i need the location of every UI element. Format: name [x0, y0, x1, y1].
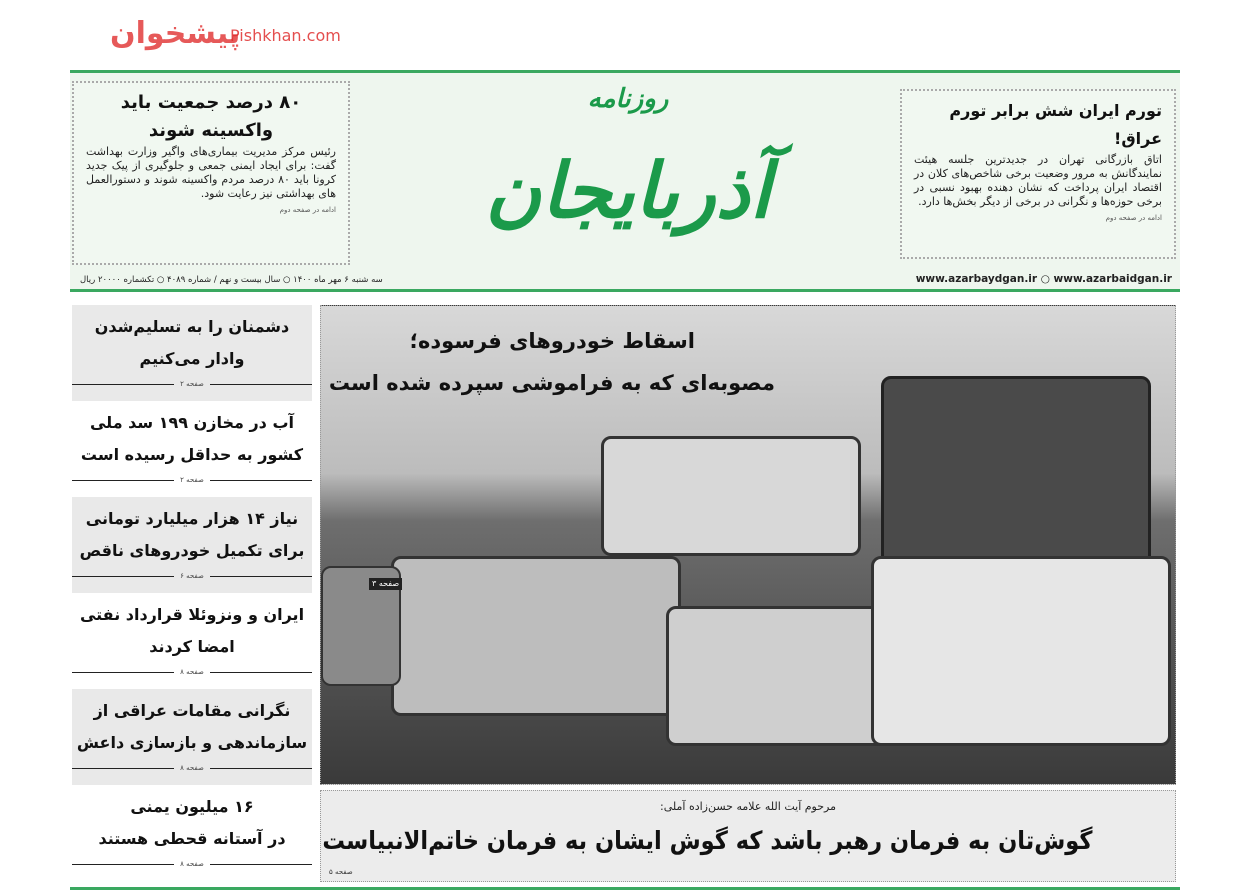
main-headline-line1: اسقاط خودروهای فرسوده؛	[409, 329, 695, 353]
watermark-fa: پیشخوان	[110, 16, 241, 51]
sidebar-item[interactable]	[72, 305, 312, 401]
headline-line: ایران و ونزوئلا قرارداد نفتی	[79, 605, 305, 624]
logo-text: آذربایجان	[485, 146, 771, 235]
box-left-body: رئیس مرکز مدیریت بیماری‌های واگیر وزارت بهداشت گفت: برای ایجاد ایمنی جمعی و جلوگیری از پیک جدید کرونا باید ۸۰ درصد مردم واکسینه شوند و دستورالعمل های بهداشتی نیز رعایت شود.	[86, 145, 336, 200]
headline-line: در آستانه قحطی هستند	[98, 829, 286, 848]
sidebar-item[interactable]	[72, 785, 312, 881]
sidebar-item[interactable]	[72, 593, 312, 689]
headline-line: آب در مخازن ۱۹۹ سد ملی	[89, 413, 295, 432]
page-ref: صفحه ۲	[174, 476, 210, 484]
bottom-headline: گوش‌تان به فرمان رهبر باشد که گوش ایشان به فرمان خاتم‌الانبیاست	[322, 826, 1093, 855]
watermark-en: Pishkhan.com	[230, 26, 341, 45]
sidebar-item[interactable]	[72, 401, 312, 497]
headline-line: سازماندهی و بازسازی داعش	[76, 733, 308, 752]
page-ref: صفحه ۶	[174, 572, 210, 580]
main-story-photo[interactable]	[320, 305, 1176, 785]
car-shape	[601, 436, 861, 556]
box-right-more: ادامه در صفحه دوم	[1105, 214, 1162, 222]
bottom-kicker: مرحوم آیت الله علامه حسن‌زاده آملی:	[660, 800, 836, 813]
headline-line: کشور به حداقل رسیده است	[80, 445, 304, 464]
box-right-body: اتاق بازرگانی تهران در جدیدترین جلسه هیئت نمایندگانش به مرور وضعیت برخی شاخص‌های کلان در اقتصاد ایران پرداخت که نشان دهنده بهبود نسبی در برخی حوزه‌ها و نگرانی در برخی از دیگر بخش‌ها دارد.	[914, 153, 1162, 208]
car-shape	[871, 556, 1171, 746]
car-shape	[391, 556, 681, 716]
box-right-title: تورم ایران شش برابر تورم عراق!	[949, 101, 1162, 148]
headline-line: نیاز ۱۴ هزار میلیارد تومانی	[85, 509, 299, 528]
sidebar-headlines	[72, 305, 312, 885]
car-shape	[881, 376, 1151, 576]
page-ref: صفحه ۸	[174, 860, 210, 868]
page-ref: صفحه ۸	[174, 668, 210, 676]
website-urls[interactable]: www.azarbaydgan.ir ○ www.azarbaidgan.ir	[915, 273, 1172, 285]
bottom-rule	[70, 887, 1180, 890]
dateline: سه شنبه ۶ مهر ماه ۱۴۰۰ ○ سال بیست و نهم / شماره ۴۰۸۹ ○ تکشماره ۲۰۰۰۰ ریال	[80, 275, 383, 285]
headline-line: نگرانی مقامات عراقی از	[93, 701, 291, 720]
sidebar-item[interactable]	[72, 497, 312, 593]
photo-caption: صفحه ۳	[369, 578, 402, 590]
headline-line: امضا کردند	[149, 637, 235, 656]
masthead	[70, 70, 1180, 292]
box-left-title: ۸۰ درصد جمعیت باید واکسینه شوند	[120, 92, 302, 141]
car-shape	[666, 606, 906, 746]
logo-subtext: روزنامه	[587, 84, 669, 114]
bottom-page-ref: صفحه ۵	[329, 868, 353, 876]
box-right-story[interactable]	[900, 89, 1176, 259]
page-ref: صفحه ۸	[174, 764, 210, 772]
headline-line: برای تکمیل خودروهای ناقص	[79, 541, 305, 560]
box-left-more: ادامه در صفحه دوم	[279, 206, 336, 214]
headline-line: وادار می‌کنیم	[139, 349, 245, 368]
page-ref: صفحه ۲	[174, 380, 210, 388]
sidebar-item[interactable]	[72, 689, 312, 785]
headline-line: دشمنان را به تسلیم‌شدن	[94, 317, 290, 336]
headline-line: ۱۶ میلیون یمنی	[130, 797, 254, 816]
bottom-story[interactable]	[320, 790, 1176, 882]
newspaper-logo	[360, 73, 896, 269]
main-headline-line2: مصوبه‌ای که به فراموشی سپرده شده است	[328, 371, 775, 395]
box-left-story[interactable]	[72, 81, 350, 265]
